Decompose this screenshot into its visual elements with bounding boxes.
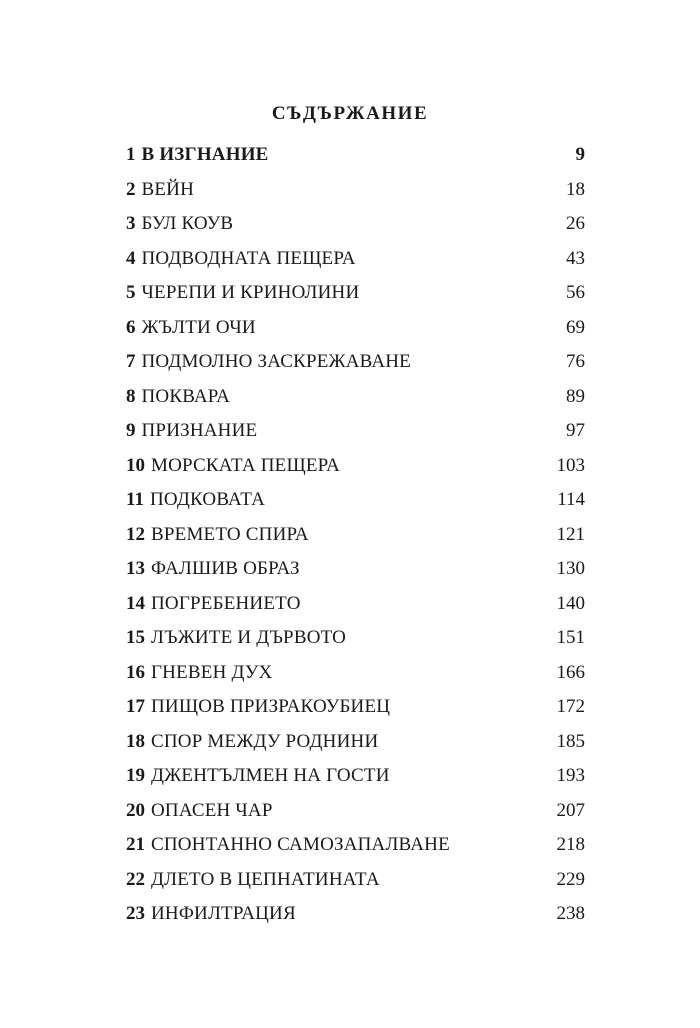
toc-entry-number: 12 [126,523,145,545]
toc-entry [126,311,585,346]
toc-entry-number: 20 [126,799,145,821]
toc-entry [126,242,585,277]
toc-entry-number: 18 [126,730,145,752]
toc-entry [126,759,585,794]
toc-entry-page: 76 [566,351,585,372]
toc-entry-page: 9 [575,144,585,165]
toc-entry-number: 9 [126,420,136,441]
toc-entry-title: МОРСКАТА ПЕЩЕРА [151,454,340,476]
toc-entry-page: 89 [566,385,585,407]
toc-entry [126,414,585,449]
toc-entry-title: ГНЕВЕН ДУХ [151,661,273,683]
toc-entry-number: 11 [126,489,144,510]
toc-entry-page: 185 [556,730,585,752]
toc-entry [126,207,585,242]
toc-entry [126,690,585,725]
toc-entry [126,345,585,380]
toc-entry-page: 166 [556,661,585,683]
toc-entry-title: ФАЛШИВ ОБРАЗ [151,558,300,579]
toc-entry-number: 19 [126,765,145,786]
toc-entry [126,863,585,898]
toc-entry-number: 8 [126,385,136,407]
toc-entry-page: 121 [556,523,585,545]
toc-entry-title: ПРИЗНАНИЕ [141,420,258,441]
toc-entry-number: 13 [126,558,145,579]
toc-entry-page: 172 [556,696,585,717]
toc-entry-page: 151 [556,627,585,648]
toc-entry-page: 56 [566,282,585,303]
toc-entry-number: 14 [126,592,145,614]
toc-entry [126,518,585,553]
toc-entry [126,173,585,208]
toc-entry-title: ПОДВОДНАТА ПЕЩЕРА [141,247,356,269]
toc-entry-page: 43 [566,247,585,269]
toc-entry-number: 22 [126,868,145,890]
toc-entry-title: ВРЕМЕТО СПИРА [151,523,309,545]
toc-entry-title: В ИЗГНАНИЕ [141,144,269,165]
toc-entry-title: ЧЕРЕПИ И КРИНОЛИНИ [141,282,360,303]
toc-entry [126,276,585,311]
toc-entry-page: 26 [566,213,585,234]
toc-entry-title: ПОГРЕБЕНИЕТО [151,592,301,614]
toc-entry [126,621,585,656]
toc-entry-number: 1 [126,144,136,165]
toc-entry-page: 207 [556,799,585,821]
toc-entry-title: ПИЩОВ ПРИЗРАКОУБИЕЦ [151,696,391,717]
toc-entry [126,794,585,829]
toc-entry [126,587,585,622]
toc-entry-title: ЖЪЛТИ ОЧИ [141,316,256,338]
toc-entry-number: 7 [126,351,136,372]
toc-entry-page: 69 [566,316,585,338]
toc-entry-number: 4 [126,247,136,269]
toc-entry-number: 3 [126,213,136,234]
toc-entry-page: 97 [566,420,585,441]
toc-entry-title: ИНФИЛТРАЦИЯ [151,903,296,924]
toc-entry [126,828,585,863]
toc-entry-number: 10 [126,454,145,476]
toc-entry [126,483,585,518]
toc-entry [126,380,585,415]
toc-entry [126,725,585,760]
toc-entry-title: СПОР МЕЖДУ РОДНИНИ [151,730,379,752]
toc-entry [126,552,585,587]
toc-entry-title: ПОДМОЛНО ЗАСКРЕЖАВАНЕ [141,351,411,372]
toc-entry [126,897,585,932]
toc-entry-number: 5 [126,282,136,303]
toc-entry [126,449,585,484]
toc-entry-title: ПОДКОВАТА [149,489,266,510]
toc-entry-number: 15 [126,627,145,648]
toc-entry-title: ДЖЕНТЪЛМЕН НА ГОСТИ [151,765,390,786]
toc-title: СЪДЪРЖАНИЕ [271,103,429,124]
toc-entry-page: 218 [556,834,585,855]
toc-entry [126,138,585,173]
toc-entry-title: БУЛ КОУВ [141,213,234,234]
toc-entry-title: ЛЪЖИТЕ И ДЪРВОТО [151,627,347,648]
toc-entry-page: 114 [557,489,585,510]
toc-entry-title: ДЛЕТО В ЦЕПНАТИНАТА [151,868,380,890]
toc-entry [126,656,585,691]
toc-list [126,138,585,932]
toc-entry-page: 229 [556,868,585,890]
toc-entry-number: 17 [126,696,145,717]
toc-entry-number: 2 [126,178,136,200]
toc-entry-title: СПОНТАННО САМОЗАПАЛВАНЕ [151,834,450,855]
toc-entry-page: 18 [566,178,585,200]
toc-entry-title: ОПАСЕН ЧАР [151,799,273,821]
toc-entry-page: 193 [556,765,585,786]
toc-entry-page: 130 [556,558,585,579]
toc-entry-number: 23 [126,903,145,924]
toc-entry-page: 103 [556,454,585,476]
toc-entry-title: ВЕЙН [141,178,195,200]
toc-entry-number: 16 [126,661,145,683]
toc-entry-page: 238 [556,903,585,924]
toc-entry-title: ПОКВАРА [141,385,231,407]
toc-entry-page: 140 [556,592,585,614]
toc-entry-number: 6 [126,316,136,338]
toc-entry-number: 21 [126,834,145,855]
